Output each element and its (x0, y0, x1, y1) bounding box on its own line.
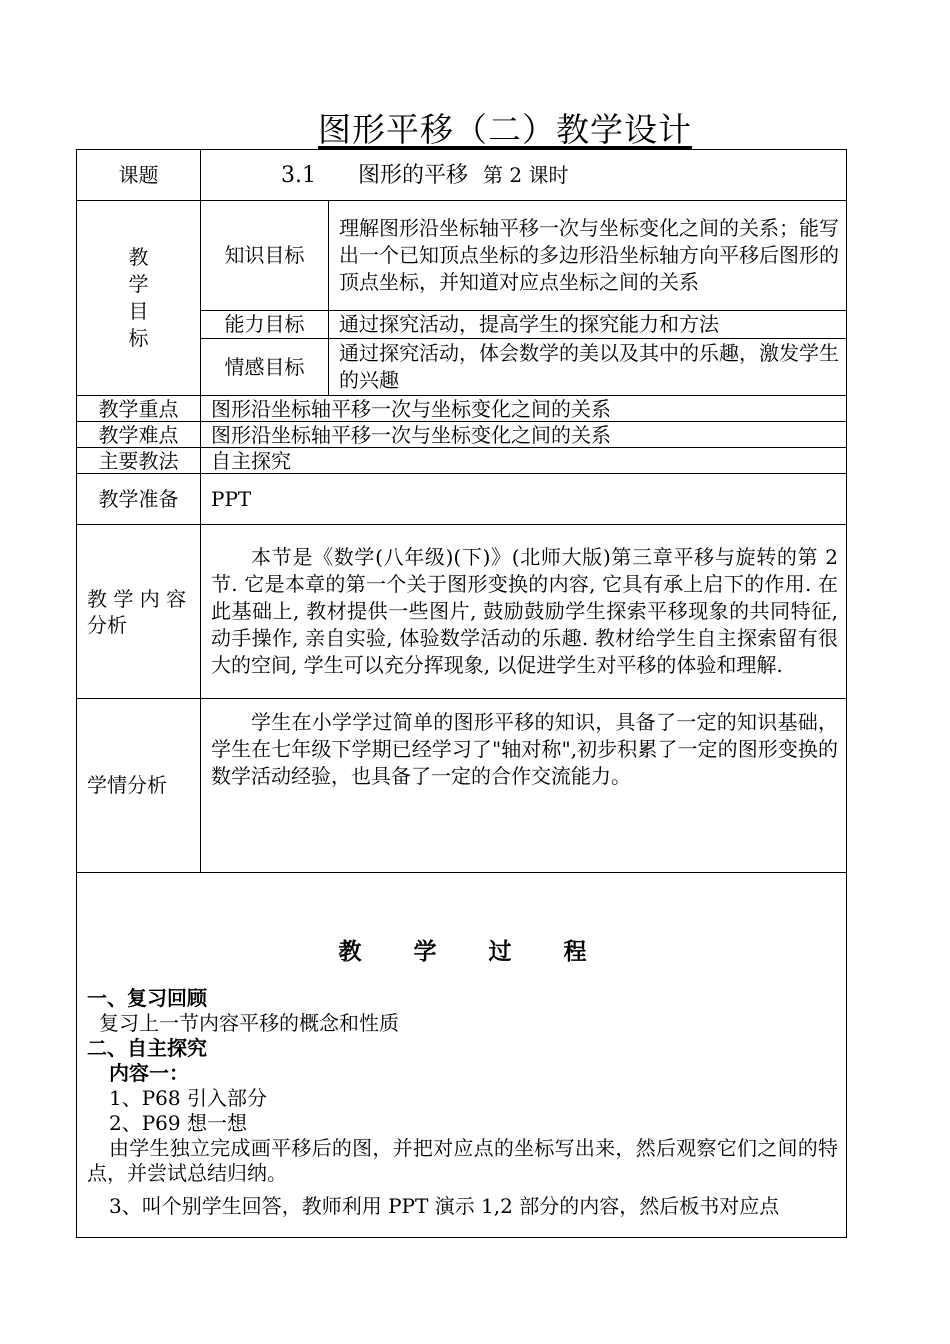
process-cell (77, 873, 847, 1238)
process-title: 教学过程 (338, 939, 639, 965)
prep-label: 教学准备 (77, 474, 201, 525)
student-analysis-label: 学情分析 (77, 699, 201, 873)
item-2: 2、P69 想一想 (109, 1111, 247, 1135)
focus-text: 图形沿坐标轴平移一次与坐标变化之间的关系 (201, 396, 847, 422)
topic-number: 3.1 (281, 162, 316, 188)
difficulty-label: 教学难点 (77, 422, 201, 448)
goal-row-knowledge (77, 201, 847, 311)
method-text: 自主探究 (201, 448, 847, 474)
goal-text-knowledge: 理解图形沿坐标轴平移一次与坐标变化之间的关系；能写出一个已知顶点坐标的多边形沿坐标轴方向平移后图形的顶点坐标，并知道对应点坐标之间的关系 (329, 201, 847, 311)
topic-row (77, 150, 847, 201)
item-1: 1、P68 引入部分 (109, 1086, 267, 1110)
goal-text-emotion: 通过探究活动，体会数学的美以及其中的乐趣，激发学生的兴趣 (329, 339, 847, 396)
student-analysis-paragraph: 学生在小学学过简单的图形平移的知识，具备了一定的知识基础，学生在七年级下学期已经学习了"轴对称",初步积累了一定的图形变换的数学活动经验，也具备了一定的合作交流能力。 (211, 710, 838, 788)
section2-heading: 二、自主探究 (87, 1036, 207, 1060)
content-analysis-label: 教 学 内 容 分析 (77, 525, 201, 699)
prep-text: PPT (201, 474, 847, 525)
topic-name: 图形的平移 (358, 162, 469, 188)
prep-row (77, 474, 847, 525)
method-label: 主要教法 (77, 448, 201, 474)
content-analysis-text (201, 525, 847, 699)
goal-label-ability: 能力目标 (201, 311, 329, 339)
goals-label (77, 201, 201, 396)
topic-label: 课题 (77, 150, 201, 201)
focus-row (77, 396, 847, 422)
student-analysis-text (201, 699, 847, 873)
goal-label-knowledge: 知识目标 (201, 201, 329, 311)
goal-label-emotion: 情感目标 (201, 339, 329, 396)
goals-label-text: 教学目标 (128, 245, 149, 350)
content1-heading: 内容一： (109, 1061, 189, 1085)
focus-label: 教学重点 (77, 396, 201, 422)
content-analysis-row (77, 525, 847, 699)
student-analysis-row (77, 699, 847, 873)
difficulty-row (77, 422, 847, 448)
paragraph-1: 由学生独立完成画平移后的图，并把对应点的坐标写出来，然后观察它们之间的特点，并尝试总结归纳。 (87, 1136, 838, 1185)
document-title: 图形平移（二）教学设计 (318, 110, 692, 149)
item-3: 3、叫个别学生回答，教师利用 PPT 演示 1,2 部分的内容，然后板书对应点 (109, 1194, 780, 1218)
section1-text: 复习上一节内容平移的概念和性质 (99, 1011, 399, 1035)
topic-period: 第 2 课时 (483, 162, 569, 187)
content-analysis-paragraph: 本节是《数学(八年级)(下)》(北师大版)第三章平移与旋转的第 2 节. 它是本章的第一个关于图形变换的内容, 它具有承上启下的作用. 在此基础上, 教材提供一些图片, 鼓励鼓励学生探索平移现象的共同特征, 动手操作, 亲自实验, 体验数学活动的乐趣. 教材给学生自主探索留有很大的空间, 学生可以充分挥现象, 以促进学生对平移的体验和理解. (211, 545, 838, 677)
topic-value (201, 150, 847, 201)
lesson-plan-table (76, 149, 847, 1238)
method-row (77, 448, 847, 474)
section1-heading: 一、复习回顾 (87, 986, 207, 1010)
process-row (77, 873, 847, 1238)
goal-text-ability: 通过探究活动，提高学生的探究能力和方法 (329, 311, 847, 339)
difficulty-text: 图形沿坐标轴平移一次与坐标变化之间的关系 (201, 422, 847, 448)
